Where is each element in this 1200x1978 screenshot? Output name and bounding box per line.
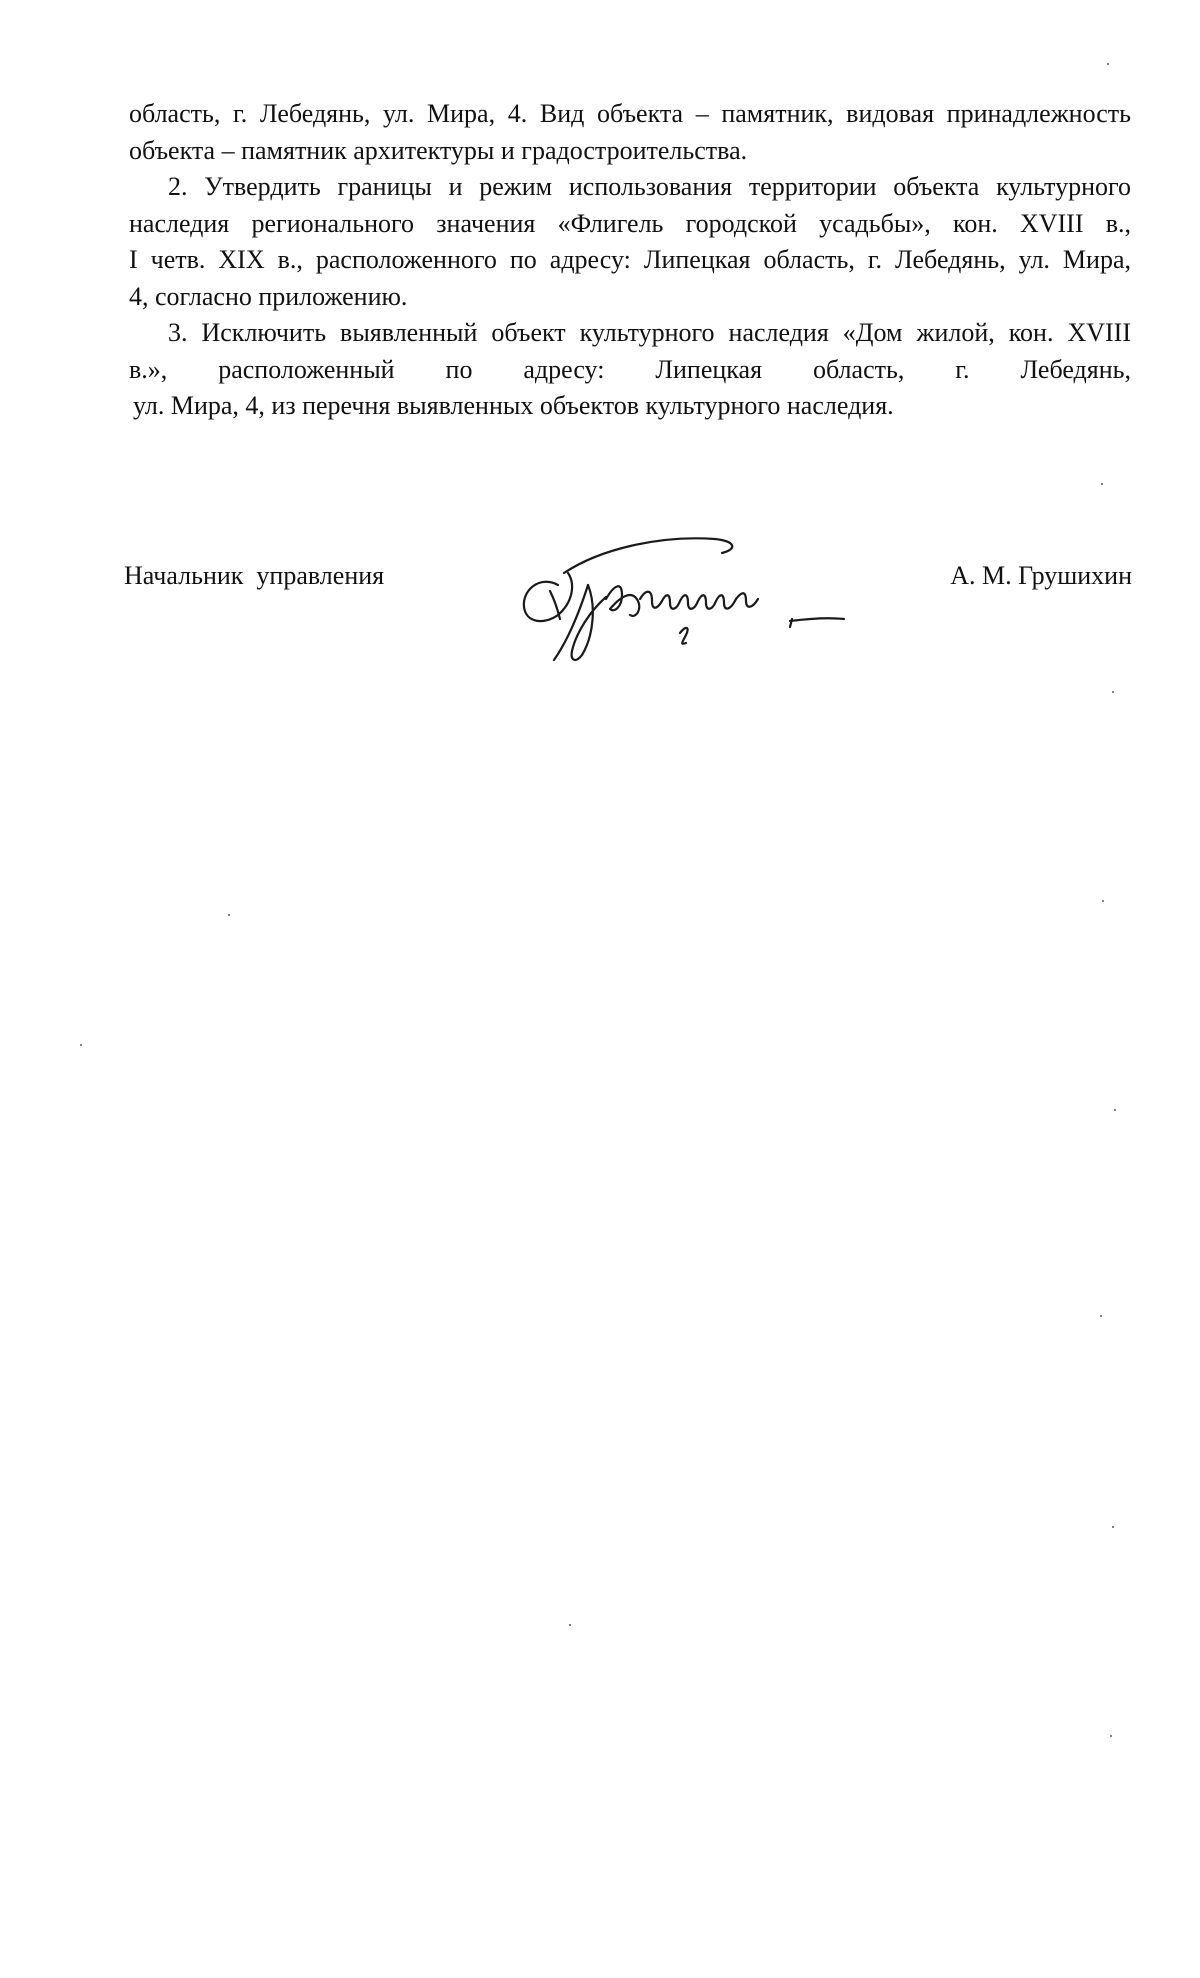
signer-name: А. М. Грушихин bbox=[950, 561, 1132, 590]
text-line: 3. Исключить выявленный объект культурного наследия «Дом жилой, кон. XVIII bbox=[168, 318, 1131, 347]
paragraph-continued bbox=[129, 96, 1131, 169]
text-line: 4, согласно приложению. bbox=[129, 281, 408, 311]
scan-speck bbox=[1114, 1109, 1116, 1111]
scan-speck bbox=[1112, 1526, 1114, 1528]
signer-title: Начальник управления bbox=[124, 561, 385, 590]
text-line: область, г. Лебедянь, ул. Мира, 4. Вид объекта – памятник, видовая принадлежность bbox=[129, 99, 1131, 128]
text-line: I четв. XIX в., расположенного по адресу: Липецкая область, г. Лебедянь, ул. Мира, bbox=[129, 245, 1131, 274]
text-line: объекта – памятник архитектуры и градостроительства. bbox=[129, 135, 748, 165]
document-body bbox=[129, 96, 1131, 425]
scan-speck bbox=[228, 914, 230, 916]
scan-speck bbox=[80, 1044, 82, 1046]
paragraph-3 bbox=[129, 315, 1131, 425]
scan-speck bbox=[1110, 1735, 1112, 1737]
handwritten-signature-icon bbox=[510, 515, 860, 675]
scan-speck bbox=[1102, 900, 1104, 902]
text-line: в.», расположенный по адресу: Липецкая область, г. Лебедянь, bbox=[129, 354, 1131, 384]
text-line: ул. Мира, 4, из перечня выявленных объектов культурного наследия. bbox=[133, 391, 894, 420]
paragraph-2 bbox=[129, 169, 1131, 315]
scan-speck bbox=[1100, 1315, 1102, 1317]
text-line: наследия регионального значения «Флигель городской усадьбы», кон. XVIII в., bbox=[129, 208, 1131, 238]
text-line: 2. Утвердить границы и режим использования территории объекта культурного bbox=[168, 172, 1131, 201]
scan-speck bbox=[1101, 483, 1103, 485]
scan-speck bbox=[569, 1624, 571, 1626]
scan-speck bbox=[1107, 63, 1109, 65]
scan-speck bbox=[1112, 691, 1114, 693]
